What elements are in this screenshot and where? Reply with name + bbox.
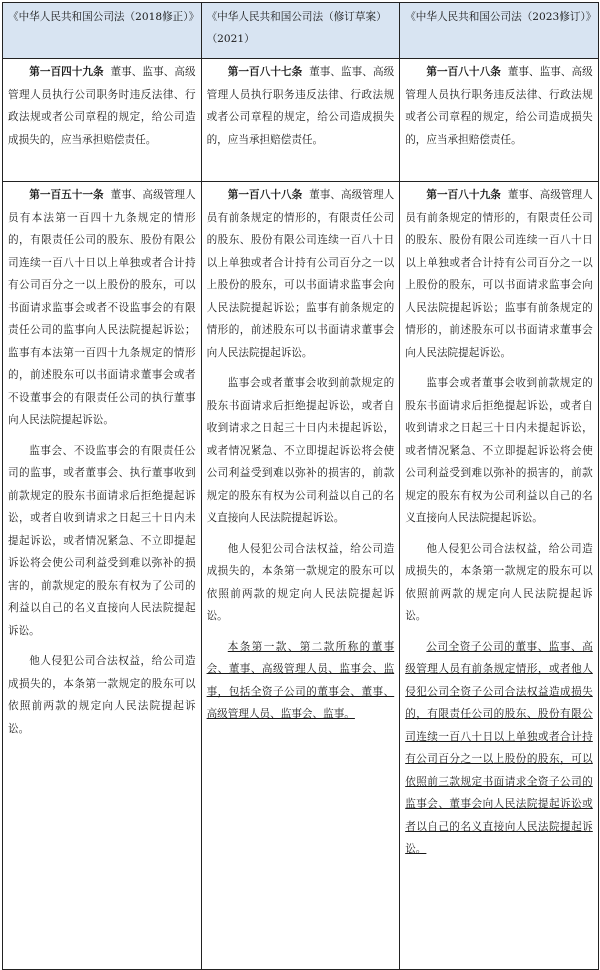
- article-number: 第一百五十一条: [29, 189, 104, 201]
- cell-2021-art187: [201, 59, 400, 182]
- article-number: 第一百四十九条: [29, 66, 104, 78]
- header-2021-draft: 《中华人民共和国公司法（修订草案）（2021）: [201, 3, 400, 59]
- article-text: 董事、监事、高级管理人员执行职务违反法律、行政法规或者公司章程的规定，给公司造成损失的，应当承担赔偿责任。: [405, 66, 593, 146]
- paragraph-3: 他人侵犯公司合法权益，给公司造成损失的，本条第一款规定的股东可以依照前两款的规定向人民法院提起诉讼。: [8, 655, 196, 735]
- header-row: [3, 3, 599, 59]
- cell-2018-art149: [3, 59, 202, 182]
- paragraph-4-added: 公司全资子公司的董事、监事、高级管理人员有前条规定情形，或者他人侵犯公司全资子公司合法权益造成损失的，有限责任公司的股东、股份有限公司连续一百八十日以上单独或者合计持有公司百分之一以上股份的股东，可以依照前三款规定书面请求全资子公司的监事会、董事会向人民法院提起诉讼或者以自己的名义直接向人民法院提起诉讼。: [405, 640, 593, 855]
- article-text: 董事、监事、高级管理人员执行职务违反法律、行政法规或者公司章程的规定，给公司造成损失的，应当承担赔偿责任。: [206, 66, 395, 146]
- header-2023: 《中华人民共和国公司法（2023修订）》: [400, 3, 599, 59]
- paragraph-1: 董事、高级管理人员有本法第一百四十九条规定的情形的，有限责任公司的股东、股份有限公司连续一百八十日以上单独或者合计持有公司百分之一以上股份的股东，可以书面请求监事会或者不设监事会的有限责任公司的监事向人民法院提起诉讼；监事有本法第一百四十九条规定的情形的，前述股东可以书面请求董事会或者不设董事会的有限责任公司的执行董事向人民法院提起诉讼。: [8, 189, 196, 426]
- paragraph-2: 监事会或者董事会收到前款规定的股东书面请求后拒绝提起诉讼，或者自收到请求之日起三十日内未提起诉讼，或者情况紧急、不立即提起诉讼将会使公司利益受到难以弥补的损害的，前款规定的股东有权为公司利益以自己的名义直接向人民法院提起诉讼。: [206, 377, 395, 524]
- article-number: 第一百八十七条: [227, 66, 303, 78]
- cell-2021-art188: [201, 182, 400, 970]
- paragraph-1: 董事、高级管理人员有前条规定的情形的，有限责任公司的股东、股份有限公司连续一百八十日以上单独或者合计持有公司百分之一以上股份的股东，可以书面请求监事会向人民法院提起诉讼；监事有前条规定的情形的，前述股东可以书面请求董事会向人民法院提起诉讼。: [405, 189, 593, 359]
- article-number: 第一百八十九条: [426, 189, 501, 201]
- header-2018: 《中华人民共和国公司法（2018修正）》: [3, 3, 202, 59]
- paragraph-4-added: 本条第一款、第二款所称的董事会、董事、高级管理人员、监事会、监事，包括全资子公司的董事会、董事、高级管理人员、监事会、监事。: [206, 640, 395, 720]
- cell-2023-art188: [400, 59, 599, 182]
- paragraph-3: 他人侵犯公司合法权益，给公司造成损失的，本条第一款规定的股东可以依照前两款的规定向人民法院提起诉讼。: [206, 542, 395, 622]
- cell-2018-art151: [3, 182, 202, 970]
- table-row: [3, 59, 599, 182]
- law-comparison-table: [2, 2, 599, 970]
- paragraph-3: 他人侵犯公司合法权益，给公司造成损失的，本条第一款规定的股东可以依照前两款的规定向人民法院提起诉讼。: [405, 542, 593, 622]
- cell-2023-art189: [400, 182, 599, 970]
- paragraph-2: 监事会、不设监事会的有限责任公司的监事，或者董事会、执行董事收到前款规定的股东书面请求后拒绝提起诉讼，或者自收到请求之日起三十日内未提起诉讼，或者情况紧急、不立即提起诉讼将会使公司利益受到难以弥补的损害的，前款规定的股东有权为了公司的利益以自己的名义直接向人民法院提起诉讼。: [8, 444, 196, 637]
- paragraph-2: 监事会或者董事会收到前款规定的股东书面请求后拒绝提起诉讼，或者自收到请求之日起三十日内未提起诉讼，或者情况紧急、不立即提起诉讼将会使公司利益受到难以弥补的损害的，前款规定的股东有权为公司利益以自己的名义直接向人民法院提起诉讼。: [405, 377, 593, 524]
- article-number: 第一百八十八条: [426, 66, 501, 78]
- paragraph-1: 董事、高级管理人员有前条规定的情形的，有限责任公司的股东、股份有限公司连续一百八十日以上单独或者合计持有公司百分之一以上股份的股东，可以书面请求监事会向人民法院提起诉讼；监事有前条规定的情形的，前述股东可以书面请求董事会向人民法院提起诉讼。: [206, 189, 395, 359]
- table-row: [3, 182, 599, 970]
- article-text: 董事、监事、高级管理人员执行公司职务时违反法律、行政法规或者公司章程的规定，给公司造成损失的，应当承担赔偿责任。: [8, 66, 196, 146]
- article-number: 第一百八十八条: [227, 189, 303, 201]
